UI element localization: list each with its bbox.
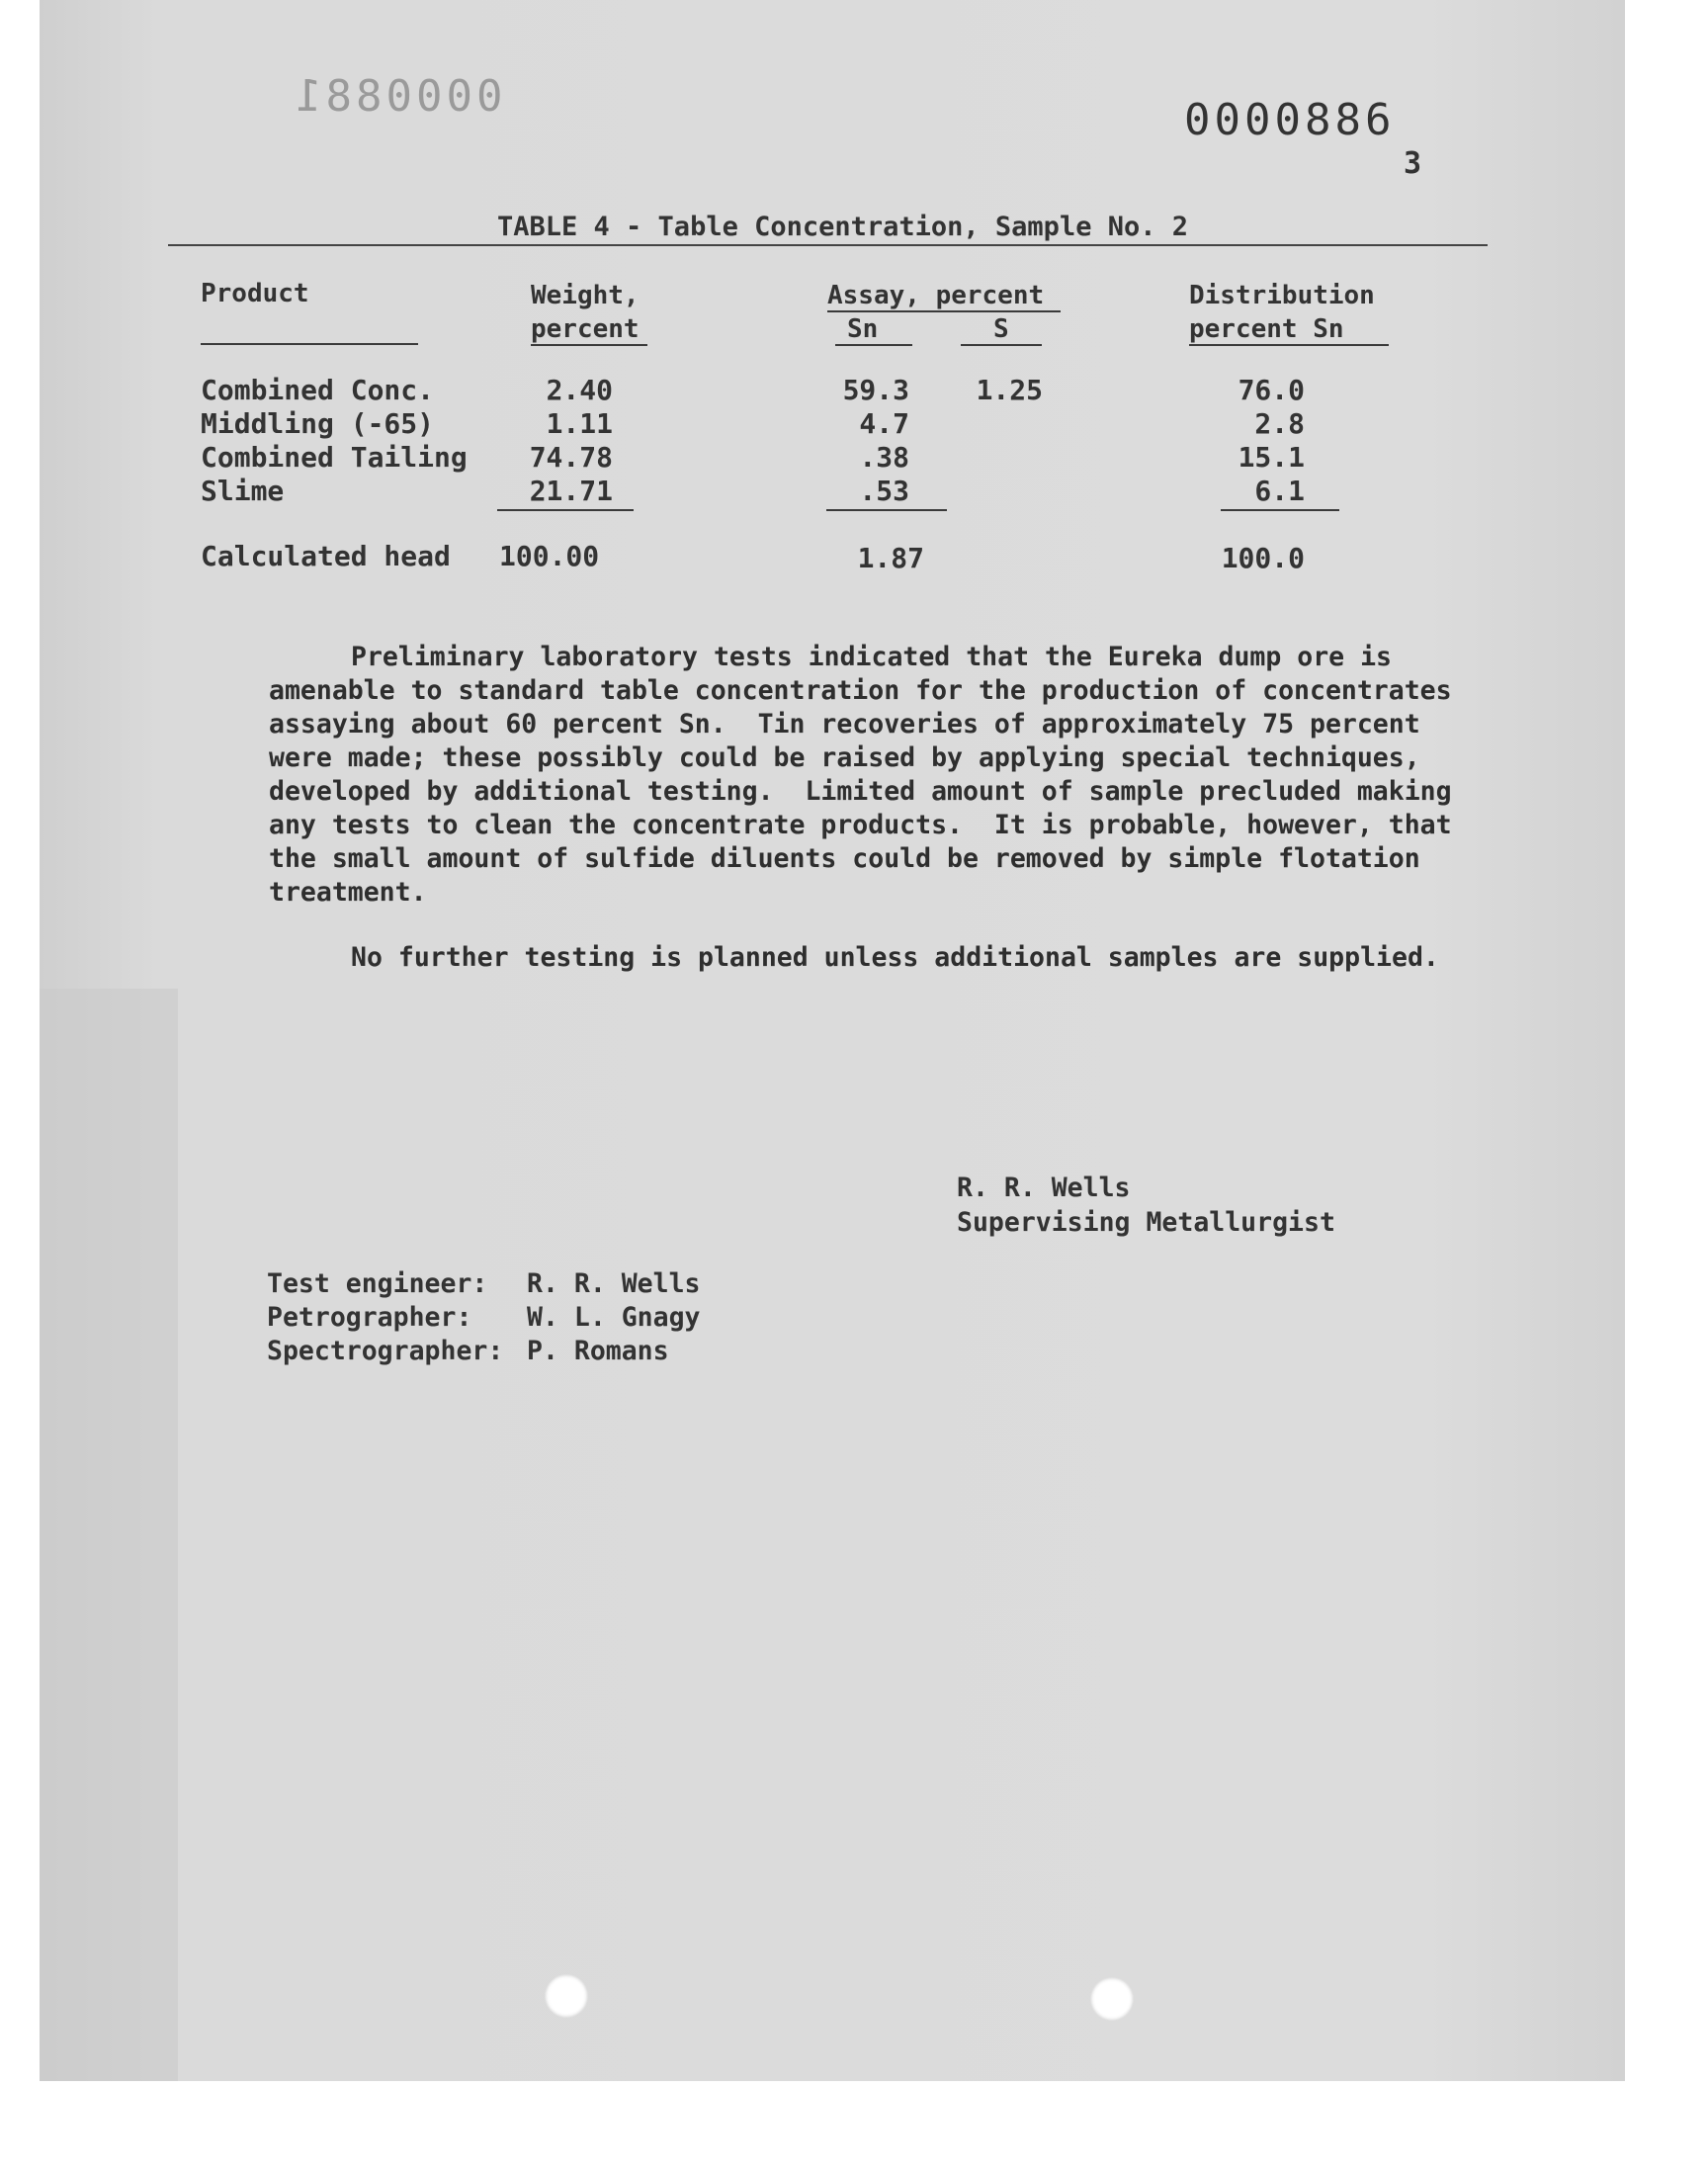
paragraph-line: were made; these possibly could be raised by applying special techniques, [269, 742, 1420, 773]
signature-name: R. R. Wells [957, 1173, 1131, 1203]
header-sn-underline [835, 344, 912, 346]
row-assay-sn: .38 [859, 441, 909, 474]
signature-title: Supervising Metallurgist [957, 1207, 1335, 1238]
paragraph-line: any tests to clean the concentrate products. It is probable, however, that [269, 810, 1452, 840]
paragraph-line: amenable to standard table concentration for the production of concentrates [269, 675, 1452, 706]
header-assay: Assay, percent [827, 281, 1045, 310]
row-weight: 2.40 [546, 374, 613, 406]
ghost-stamp-number: 0000881 [292, 71, 503, 122]
row-distribution: 15.1 [1238, 441, 1305, 474]
page-number: 3 [1404, 146, 1422, 181]
page-shadow [40, 989, 178, 2081]
header-distribution-underline [1189, 344, 1389, 346]
credit-role: Test engineer: [267, 1268, 488, 1299]
row-distribution: 2.8 [1254, 407, 1305, 440]
distribution-sum-rule [1221, 509, 1339, 511]
row-distribution: 6.1 [1254, 475, 1305, 507]
credit-role: Spectrographer: [267, 1336, 504, 1366]
row-weight: 1.11 [546, 407, 613, 440]
credit-role: Petrographer: [267, 1302, 472, 1333]
header-s-underline [961, 344, 1042, 346]
row-assay-s: 1.25 [976, 374, 1043, 406]
credit-name: P. Romans [527, 1336, 669, 1366]
paragraph-line: Preliminary laboratory tests indicated that the Eureka dump ore is [351, 642, 1392, 672]
header-weight-line2: percent [531, 314, 640, 344]
weight-sum-rule [497, 509, 634, 511]
total-assay-sn: 1.87 [857, 542, 924, 574]
total-product: Calculated head [201, 540, 451, 572]
header-assay-s: S [993, 314, 1009, 344]
row-distribution: 76.0 [1238, 374, 1305, 406]
header-product: Product [201, 279, 309, 308]
punch-hole [1090, 1977, 1134, 2021]
header-weight-line1: Weight, [531, 281, 640, 310]
stamp-number: 0000886 [1184, 95, 1396, 145]
row-product: Combined Conc. [201, 374, 435, 406]
credit-name: R. R. Wells [527, 1268, 701, 1299]
row-weight: 74.78 [529, 441, 613, 474]
paragraph-line: the small amount of sulfide diluents could be removed by simple flotation [269, 843, 1420, 874]
paragraph-closing: No further testing is planned unless additional samples are supplied. [351, 942, 1439, 973]
header-distribution-line2: percent Sn [1189, 314, 1344, 344]
row-product: Combined Tailing [201, 441, 468, 474]
total-weight: 100.00 [499, 540, 600, 572]
row-weight: 21.71 [529, 475, 613, 507]
paragraph-line: treatment. [269, 877, 427, 908]
paragraph-line: developed by additional testing. Limited amount of sample precluded making [269, 776, 1452, 807]
row-assay-sn: .53 [859, 475, 909, 507]
header-assay-sn: Sn [847, 314, 879, 344]
row-assay-sn: 4.7 [859, 407, 909, 440]
assay-sum-rule [826, 509, 947, 511]
table-title: TABLE 4 - Table Concentration, Sample No. 2 [497, 212, 1188, 242]
paragraph-line: assaying about 60 percent Sn. Tin recoveries of approximately 75 percent [269, 709, 1420, 740]
row-product: Middling (-65) [201, 407, 435, 440]
table-top-rule [168, 244, 1488, 246]
header-distribution-line1: Distribution [1189, 281, 1375, 310]
credit-name: W. L. Gnagy [527, 1302, 701, 1333]
header-weight-underline [531, 344, 647, 346]
total-distribution: 100.0 [1221, 542, 1305, 574]
header-product-underline [201, 343, 418, 345]
punch-hole [545, 1974, 588, 2018]
row-product: Slime [201, 475, 285, 507]
row-assay-sn: 59.3 [842, 374, 909, 406]
